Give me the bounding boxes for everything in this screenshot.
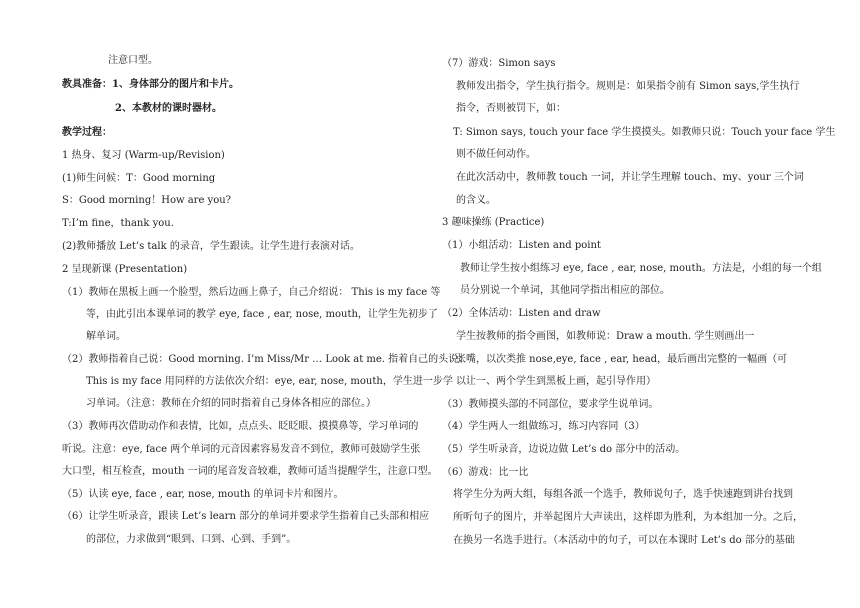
- text-line: 教具准备：1、身体部分的图片和卡片。: [62, 79, 239, 90]
- text-line: 指令，否则被罚下，如：: [456, 103, 566, 114]
- text-line: （1）小组活动：Listen and point: [442, 240, 601, 251]
- text-line: 所听句子的图片，并举起图片大声读出，这样即为胜利，为本组加一分。之后，: [453, 512, 803, 523]
- text-line: 教学过程：: [62, 127, 112, 138]
- text-line: 大口型，相互检查，mouth 一词的尾音发音较难，教师可适当提醒学生，注意口型。: [62, 466, 438, 477]
- text-line: （5）学生听录音，边说边做 Let’s do 部分中的活动。: [442, 444, 686, 455]
- text-line: （2）全体活动：Listen and draw: [442, 308, 601, 319]
- text-line: 学生按教师的指令画图，如教师说：Draw a mouth. 学生则画出一: [456, 331, 755, 342]
- text-line: S：Good morning！How are you?: [62, 195, 232, 206]
- text-line: 在此次活动中，教师教 touch 一词，并让学生理解 touch、my、your 三个词: [456, 172, 804, 183]
- text-line: 教师发出指令，学生执行指令。规则是：如果指令前有 Simon says,学生执行: [456, 81, 800, 92]
- text-line: （2）教师指着自己说：Good morning. I’m Miss/Mr … Look at me. 指着自己的头说：: [62, 354, 469, 365]
- text-line: 2、本教材的课时器材。: [115, 103, 222, 114]
- text-line: （7）游戏：Simon says: [442, 58, 556, 69]
- text-line: 则不做任何动作。: [456, 149, 536, 160]
- text-line: T:I’m fine，thank you.: [62, 218, 174, 229]
- text-line: This is my face 用同样的方法依次介绍：eye, ear, nose, mouth，学生进一步学: [86, 376, 453, 387]
- text-line: 将学生分为两大组，每组各派一个选手，教师说句子，选手快速跑到讲台找到: [453, 489, 793, 500]
- text-line: 1 热身、复习 (Warm-up/Revision): [62, 150, 225, 161]
- text-line: 习单词。（注意：教师在介绍的同时指着自己身体各相应的部位。）: [86, 398, 376, 409]
- text-line: 在换另一名选手进行。（本活动中的句子，可以在本课时 Let’s do 部分的基础: [453, 535, 795, 546]
- text-line: T: Simon says, touch your face 学生摸摸头。如教师只说：Touch your face 学生: [453, 127, 836, 138]
- text-line: 解单词。: [86, 331, 126, 342]
- text-line: （6）游戏：比一比: [442, 467, 529, 478]
- text-line: 3 趣味操练 (Practice): [442, 217, 545, 228]
- text-line: （4）学生两人一组做练习，练习内容同（3）: [442, 421, 645, 432]
- text-line: 以让一、两个学生到黑板上画，起引导作用）: [456, 376, 656, 387]
- text-line: （3）教师摸头部的不同部位，要求学生说单词。: [442, 399, 659, 410]
- text-line: （3）教师再次借助动作和表情，比如，点点头、眨眨眼、摸摸鼻等，学习单词的: [62, 421, 419, 432]
- text-line: (2)教师播放 Let’s talk 的录音，学生跟读。让学生进行表演对话。: [62, 241, 360, 252]
- text-line: 2 呈现新课 (Presentation): [62, 264, 188, 275]
- text-line: 张嘴，以次类推 nose,eye, face , ear, head，最后画出完整的一幅画（可: [456, 354, 788, 365]
- text-line: (1)师生问候：T：Good morning: [62, 173, 216, 184]
- text-line: 注意口型。: [108, 55, 158, 66]
- text-line: 听说。注意：eye, face 两个单词的元音因素容易发音不到位，教师可鼓励学生张: [62, 444, 421, 455]
- text-line: 员分别说一个单词，其他同学指出相应的部位。: [460, 285, 670, 296]
- text-line: （6）让学生听录音，跟读 Let’s learn 部分的单词并要求学生指着自己头部和相应: [62, 511, 430, 522]
- text-line: 教师让学生按小组练习 eye, face , ear, nose, mouth。方法是，小组的每一个组: [460, 263, 822, 274]
- text-line: 的部位，力求做到“眼到、口到、心到、手到”。: [86, 534, 297, 545]
- text-line: （1）教师在黑板上画一个脸型，然后边画上鼻子，自己介绍说： This is my face 等: [62, 287, 441, 298]
- text-line: （5）认读 eye, face , ear, nose, mouth 的单词卡片和图片。: [62, 489, 344, 500]
- text-line: 的含义。: [456, 195, 496, 206]
- text-line: 等，由此引出本课单词的教学 eye, face , ear, nose, mouth，让学生先初步了: [86, 309, 438, 320]
